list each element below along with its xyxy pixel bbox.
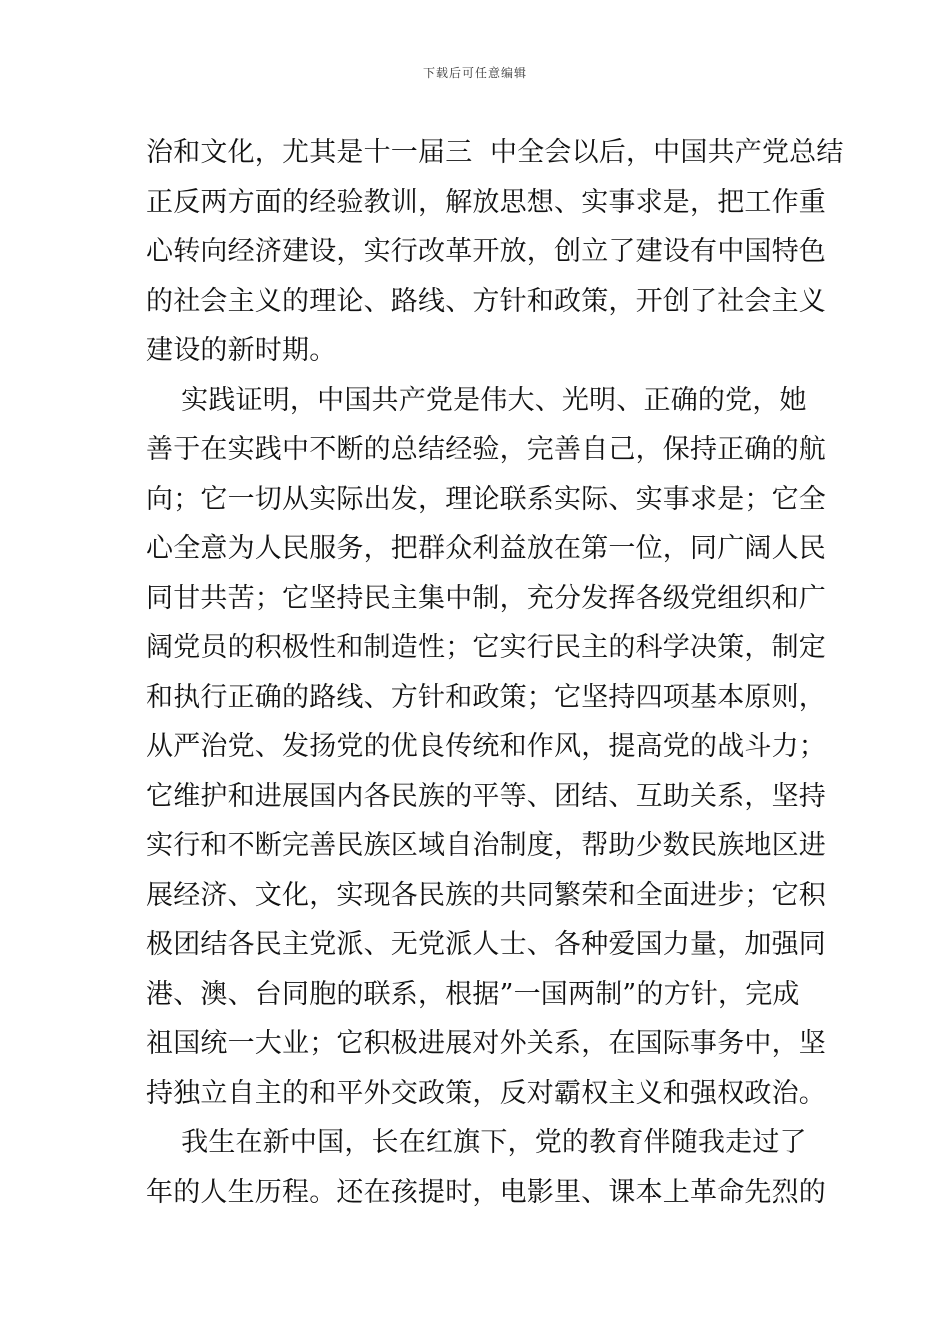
text-line: 祖国统一大业；它积极进展对外关系，在国际事务中，坚 xyxy=(146,1028,826,1059)
text-line: 它维护和进展国内各民族的平等、团结、互助关系，坚持 xyxy=(146,780,826,812)
text-line: 实践证明，中国共产党是伟大、光明、正确的党，她 xyxy=(146,384,807,416)
text-line: 持独立自主的和平外交政策，反对霸权主义和强权政治。 xyxy=(146,1077,826,1109)
text-line: 正反两方面的经验教训，解放思想、实事求是，把工作重 xyxy=(146,186,826,218)
document-body xyxy=(146,128,844,1217)
paragraph-1 xyxy=(146,128,844,376)
text-line: 阔党员的积极性和制造性；它实行民主的科学决策，制定 xyxy=(146,632,826,663)
text-line: 建设的新时期。 xyxy=(146,335,337,366)
text-line: 实行和不断完善民族区域自治制度，帮助少数民族地区进 xyxy=(146,830,826,861)
text-line: 年的人生历程。还在孩提时，电影里、课本上革命先烈的 xyxy=(146,1176,826,1208)
text-line: 向；它一切从实际出发，理论联系实际、实事求是；它全 xyxy=(146,483,826,515)
text-line: 展经济、文化，实现各民族的共同繁荣和全面进步；它积 xyxy=(146,879,826,911)
paragraph-2 xyxy=(146,376,826,1119)
text-line: 心转向经济建设，实行改革开放，创立了建设有中国特色 xyxy=(146,236,826,267)
text-line: 从严治党、发扬党的优良传统和作风，提高党的战斗力； xyxy=(146,731,826,762)
text-line: 同甘共苦；它坚持民主集中制，充分发挥各级党组织和广 xyxy=(146,582,826,614)
paragraph-3 xyxy=(146,1118,826,1217)
text-line: 和执行正确的路线、方针和政策；它坚持四项基本原则， xyxy=(146,681,826,713)
text-line: 我生在新中国，长在红旗下，党的教育伴随我走过了 xyxy=(146,1127,807,1158)
page-header: 下载后可任意编辑 xyxy=(422,66,527,80)
text-line: 心全意为人民服务，把群众利益放在第一位，同广阔人民 xyxy=(146,533,826,564)
text-line: 极团结各民主党派、无党派人士、各种爱国力量，加强同 xyxy=(146,929,826,960)
text-line: 的社会主义的理论、路线、方针和政策，开创了社会主义 xyxy=(146,285,826,317)
text-line: 港、澳、台同胞的联系，根据”一国两制”的方针，完成 xyxy=(146,978,800,1010)
text-line: 善于在实践中不断的总结经验，完善自己，保持正确的航 xyxy=(146,434,826,465)
text-line: 治和文化，尤其是十一届三 中全会以后，中国共产党总结 xyxy=(146,137,844,168)
